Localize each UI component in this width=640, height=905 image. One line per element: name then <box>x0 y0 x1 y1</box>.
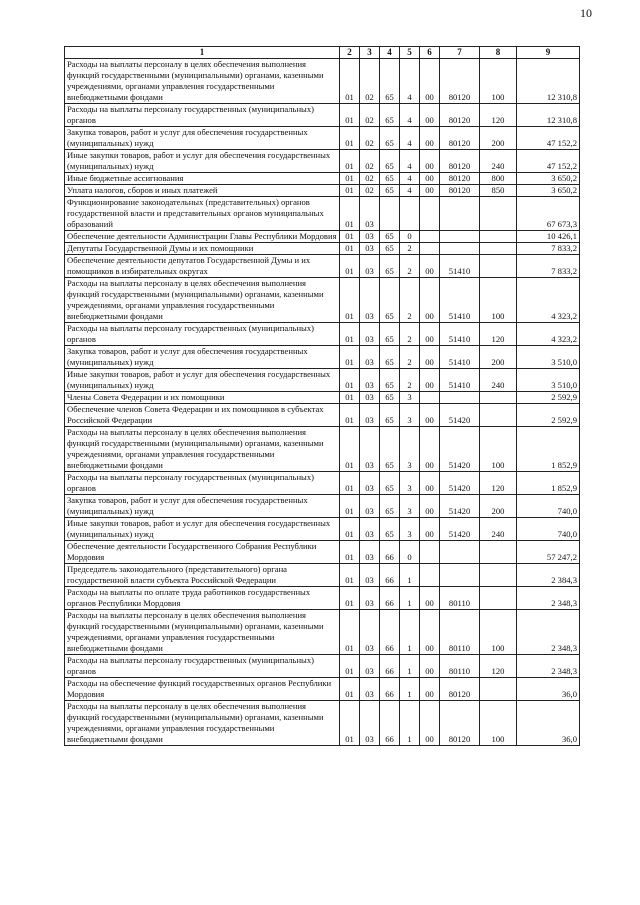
subsection-code: 03 <box>360 655 380 678</box>
subsection-code: 03 <box>360 564 380 587</box>
program-code: 66 <box>380 564 400 587</box>
subsection-code: 03 <box>360 678 380 701</box>
target-item-code <box>440 197 480 231</box>
subprogram-code: 4 <box>400 59 420 104</box>
subsection-code: 02 <box>360 173 380 185</box>
table-row <box>65 518 580 541</box>
section-code: 01 <box>340 404 360 427</box>
program-code: 66 <box>380 587 400 610</box>
program-code: 65 <box>380 59 400 104</box>
section-code: 01 <box>340 427 360 472</box>
row-name: Иные бюджетные ассигнования <box>65 173 340 185</box>
subprogram-code: 1 <box>400 655 420 678</box>
target-item-code: 51420 <box>440 518 480 541</box>
section-code: 01 <box>340 323 360 346</box>
direction-code: 00 <box>420 127 440 150</box>
expense-type-code: 120 <box>480 104 517 127</box>
expense-type-code: 800 <box>480 173 517 185</box>
direction-code <box>420 392 440 404</box>
row-name: Закупка товаров, работ и услуг для обеспечения государственных (муниципальных) нужд <box>65 495 340 518</box>
table-row <box>65 495 580 518</box>
section-code: 01 <box>340 587 360 610</box>
expense-type-code <box>480 404 517 427</box>
col-header: 5 <box>400 47 420 59</box>
direction-code: 00 <box>420 610 440 655</box>
expense-type-code: 100 <box>480 427 517 472</box>
program-code: 65 <box>380 243 400 255</box>
target-item-code <box>440 541 480 564</box>
program-code: 65 <box>380 346 400 369</box>
subprogram-code: 2 <box>400 369 420 392</box>
amount: 3 650,2 <box>517 173 580 185</box>
table-row <box>65 655 580 678</box>
target-item-code <box>440 243 480 255</box>
subprogram-code: 1 <box>400 564 420 587</box>
amount: 3 510,0 <box>517 369 580 392</box>
subsection-code: 02 <box>360 185 380 197</box>
expense-type-code: 120 <box>480 655 517 678</box>
subsection-code: 02 <box>360 59 380 104</box>
col-header: 9 <box>517 47 580 59</box>
subprogram-code <box>400 197 420 231</box>
program-code: 66 <box>380 541 400 564</box>
program-code: 65 <box>380 369 400 392</box>
section-code: 01 <box>340 655 360 678</box>
direction-code <box>420 231 440 243</box>
amount: 2 592,9 <box>517 404 580 427</box>
target-item-code: 80120 <box>440 59 480 104</box>
amount: 57 247,2 <box>517 541 580 564</box>
amount: 740,0 <box>517 495 580 518</box>
expense-type-code: 120 <box>480 472 517 495</box>
target-item-code: 51410 <box>440 323 480 346</box>
section-code: 01 <box>340 541 360 564</box>
direction-code: 00 <box>420 587 440 610</box>
expense-type-code <box>480 564 517 587</box>
section-code: 01 <box>340 346 360 369</box>
expense-type-code: 100 <box>480 701 517 746</box>
program-code <box>380 197 400 231</box>
direction-code: 00 <box>420 472 440 495</box>
expense-type-code: 240 <box>480 369 517 392</box>
row-name: Расходы на выплаты персоналу в целях обеспечения выполнения функций государственными (муниципальными) органами, казенными учреждениями, органами управления государственными внебюджетными фондами <box>65 610 340 655</box>
row-name: Функционирование законодательных (представительных) органов государственной власти и представительных органов муниципальных образований <box>65 197 340 231</box>
target-item-code: 80120 <box>440 701 480 746</box>
row-name: Расходы на выплаты персоналу государственных (муниципальных) органов <box>65 323 340 346</box>
program-code: 65 <box>380 185 400 197</box>
subsection-code: 03 <box>360 323 380 346</box>
direction-code <box>420 564 440 587</box>
subsection-code: 02 <box>360 127 380 150</box>
program-code: 65 <box>380 255 400 278</box>
section-code: 01 <box>340 104 360 127</box>
program-code: 65 <box>380 231 400 243</box>
subprogram-code: 3 <box>400 518 420 541</box>
row-name: Закупка товаров, работ и услуг для обеспечения государственных (муниципальных) нужд <box>65 346 340 369</box>
subsection-code: 03 <box>360 541 380 564</box>
subprogram-code: 2 <box>400 323 420 346</box>
direction-code: 00 <box>420 323 440 346</box>
subsection-code: 03 <box>360 404 380 427</box>
section-code: 01 <box>340 518 360 541</box>
subsection-code: 03 <box>360 610 380 655</box>
table-row <box>65 701 580 746</box>
row-name: Расходы на выплаты персоналу в целях обеспечения выполнения функций государственными (муниципальными) органами, казенными учреждениями, органами управления государственными внебюджетными фондами <box>65 278 340 323</box>
direction-code: 00 <box>420 59 440 104</box>
table-row <box>65 231 580 243</box>
direction-code: 00 <box>420 369 440 392</box>
col-header: 2 <box>340 47 360 59</box>
expense-type-code: 100 <box>480 610 517 655</box>
section-code: 01 <box>340 197 360 231</box>
subsection-code: 03 <box>360 518 380 541</box>
expense-type-code: 120 <box>480 323 517 346</box>
section-code: 01 <box>340 495 360 518</box>
program-code: 65 <box>380 278 400 323</box>
table-row <box>65 104 580 127</box>
section-code: 01 <box>340 231 360 243</box>
col-header: 7 <box>440 47 480 59</box>
subsection-code: 03 <box>360 255 380 278</box>
amount: 1 852,9 <box>517 427 580 472</box>
program-code: 65 <box>380 323 400 346</box>
subprogram-code: 4 <box>400 173 420 185</box>
target-item-code: 80110 <box>440 587 480 610</box>
subprogram-code: 4 <box>400 150 420 173</box>
target-item-code: 80120 <box>440 185 480 197</box>
subsection-code: 03 <box>360 369 380 392</box>
program-code: 65 <box>380 127 400 150</box>
row-name: Расходы на обеспечение функций государственных органов Республики Мордовия <box>65 678 340 701</box>
direction-code <box>420 197 440 231</box>
table-row <box>65 127 580 150</box>
target-item-code: 51420 <box>440 472 480 495</box>
page-number: 10 <box>580 6 592 20</box>
program-code: 65 <box>380 104 400 127</box>
subsection-code: 02 <box>360 150 380 173</box>
row-name: Обеспечение членов Совета Федерации и их помощников в субъектах Российской Федерации <box>65 404 340 427</box>
row-name: Уплата налогов, сборов и иных платежей <box>65 185 340 197</box>
subprogram-code: 1 <box>400 587 420 610</box>
row-name: Расходы на выплаты персоналу в целях обеспечения выполнения функций государственными (муниципальными) органами, казенными учреждениями, органами управления государственными внебюджетными фондами <box>65 701 340 746</box>
subsection-code: 03 <box>360 587 380 610</box>
table-row <box>65 323 580 346</box>
amount: 47 152,2 <box>517 127 580 150</box>
table-row <box>65 472 580 495</box>
amount: 3 510,0 <box>517 346 580 369</box>
target-item-code: 51410 <box>440 278 480 323</box>
program-code: 65 <box>380 472 400 495</box>
table-row <box>65 587 580 610</box>
subprogram-code: 3 <box>400 495 420 518</box>
direction-code: 00 <box>420 104 440 127</box>
row-name: Расходы на выплаты персоналу государственных (муниципальных) органов <box>65 655 340 678</box>
section-code: 01 <box>340 127 360 150</box>
subprogram-code: 4 <box>400 104 420 127</box>
subsection-code: 03 <box>360 427 380 472</box>
row-name: Расходы на выплаты по оплате труда работников государственных органов Республики Мордовия <box>65 587 340 610</box>
subprogram-code: 4 <box>400 127 420 150</box>
table-row <box>65 564 580 587</box>
section-code: 01 <box>340 243 360 255</box>
expense-type-code <box>480 231 517 243</box>
subprogram-code: 1 <box>400 678 420 701</box>
row-name: Закупка товаров, работ и услуг для обеспечения государственных (муниципальных) нужд <box>65 127 340 150</box>
program-code: 66 <box>380 701 400 746</box>
expense-type-code: 100 <box>480 278 517 323</box>
col-header: 3 <box>360 47 380 59</box>
program-code: 66 <box>380 610 400 655</box>
expense-type-code: 200 <box>480 495 517 518</box>
subprogram-code: 3 <box>400 392 420 404</box>
col-header: 8 <box>480 47 517 59</box>
row-name: Иные закупки товаров, работ и услуг для обеспечения государственных (муниципальных) нужд <box>65 518 340 541</box>
target-item-code: 51420 <box>440 404 480 427</box>
amount: 7 833,2 <box>517 255 580 278</box>
amount: 2 348,3 <box>517 610 580 655</box>
expense-type-code: 100 <box>480 59 517 104</box>
direction-code <box>420 243 440 255</box>
table-row <box>65 197 580 231</box>
expense-type-code <box>480 243 517 255</box>
target-item-code: 80110 <box>440 655 480 678</box>
row-name: Обеспечение деятельности Администрации Главы Республики Мордовия <box>65 231 340 243</box>
section-code: 01 <box>340 678 360 701</box>
table-row <box>65 185 580 197</box>
row-name: Депутаты Государственной Думы и их помощники <box>65 243 340 255</box>
program-code: 65 <box>380 518 400 541</box>
direction-code: 00 <box>420 173 440 185</box>
expense-type-code <box>480 541 517 564</box>
row-name: Обеспечение деятельности депутатов Государственной Думы и их помощников в избирательных округах <box>65 255 340 278</box>
subprogram-code: 2 <box>400 243 420 255</box>
target-item-code: 51410 <box>440 369 480 392</box>
subsection-code: 03 <box>360 701 380 746</box>
subsection-code: 03 <box>360 197 380 231</box>
target-item-code: 80110 <box>440 610 480 655</box>
section-code: 01 <box>340 255 360 278</box>
direction-code: 00 <box>420 255 440 278</box>
table-row <box>65 150 580 173</box>
subprogram-code: 1 <box>400 610 420 655</box>
direction-code: 00 <box>420 701 440 746</box>
section-code: 01 <box>340 701 360 746</box>
direction-code: 00 <box>420 427 440 472</box>
direction-code: 00 <box>420 278 440 323</box>
amount: 2 348,3 <box>517 587 580 610</box>
direction-code: 00 <box>420 678 440 701</box>
table-row <box>65 255 580 278</box>
expense-type-code <box>480 392 517 404</box>
amount: 4 323,2 <box>517 278 580 323</box>
row-name: Председатель законодательного (представительного) органа государственной власти субъекта Российской Федерации <box>65 564 340 587</box>
subprogram-code: 2 <box>400 278 420 323</box>
direction-code: 00 <box>420 518 440 541</box>
section-code: 01 <box>340 278 360 323</box>
subprogram-code: 4 <box>400 185 420 197</box>
subsection-code: 03 <box>360 231 380 243</box>
row-name: Иные закупки товаров, работ и услуг для обеспечения государственных (муниципальных) нужд <box>65 150 340 173</box>
amount: 47 152,2 <box>517 150 580 173</box>
subsection-code: 03 <box>360 472 380 495</box>
direction-code: 00 <box>420 655 440 678</box>
col-header: 6 <box>420 47 440 59</box>
target-item-code: 80120 <box>440 150 480 173</box>
subprogram-code: 2 <box>400 346 420 369</box>
expense-type-code <box>480 255 517 278</box>
subprogram-code: 2 <box>400 255 420 278</box>
table-row <box>65 427 580 472</box>
table-row <box>65 243 580 255</box>
amount: 7 833,2 <box>517 243 580 255</box>
section-code: 01 <box>340 185 360 197</box>
table-row <box>65 346 580 369</box>
subprogram-code: 3 <box>400 472 420 495</box>
table-row <box>65 678 580 701</box>
section-code: 01 <box>340 150 360 173</box>
program-code: 65 <box>380 150 400 173</box>
row-name: Расходы на выплаты персоналу в целях обеспечения выполнения функций государственными (муниципальными) органами, казенными учреждениями, органами управления государственными внебюджетными фондами <box>65 59 340 104</box>
amount: 12 310,8 <box>517 59 580 104</box>
amount: 67 673,3 <box>517 197 580 231</box>
subprogram-code: 3 <box>400 404 420 427</box>
subprogram-code: 0 <box>400 541 420 564</box>
col-header: 4 <box>380 47 400 59</box>
amount: 3 650,2 <box>517 185 580 197</box>
subprogram-code: 3 <box>400 427 420 472</box>
program-code: 65 <box>380 392 400 404</box>
row-name: Иные закупки товаров, работ и услуг для обеспечения государственных (муниципальных) нужд <box>65 369 340 392</box>
table-row <box>65 369 580 392</box>
budget-table <box>64 46 580 746</box>
table-row <box>65 404 580 427</box>
subprogram-code: 1 <box>400 701 420 746</box>
program-code: 66 <box>380 678 400 701</box>
subprogram-code: 0 <box>400 231 420 243</box>
col-header: 1 <box>65 47 340 59</box>
target-item-code: 80120 <box>440 127 480 150</box>
expense-type-code: 200 <box>480 127 517 150</box>
amount: 12 310,8 <box>517 104 580 127</box>
target-item-code: 51420 <box>440 427 480 472</box>
table-row <box>65 59 580 104</box>
table-row <box>65 392 580 404</box>
subsection-code: 02 <box>360 104 380 127</box>
program-code: 65 <box>380 173 400 185</box>
expense-type-code <box>480 678 517 701</box>
subsection-code: 03 <box>360 495 380 518</box>
amount: 2 348,3 <box>517 655 580 678</box>
amount: 4 323,2 <box>517 323 580 346</box>
target-item-code: 51410 <box>440 255 480 278</box>
subsection-code: 03 <box>360 243 380 255</box>
program-code: 65 <box>380 404 400 427</box>
target-item-code <box>440 231 480 243</box>
section-code: 01 <box>340 472 360 495</box>
table-row <box>65 541 580 564</box>
expense-type-code <box>480 197 517 231</box>
expense-type-code: 850 <box>480 185 517 197</box>
direction-code: 00 <box>420 404 440 427</box>
target-item-code: 51410 <box>440 346 480 369</box>
expense-type-code: 240 <box>480 518 517 541</box>
amount: 2 592,9 <box>517 392 580 404</box>
direction-code: 00 <box>420 346 440 369</box>
target-item-code: 51420 <box>440 495 480 518</box>
program-code: 65 <box>380 427 400 472</box>
table-row <box>65 173 580 185</box>
table-row <box>65 278 580 323</box>
program-code: 66 <box>380 655 400 678</box>
amount: 36,0 <box>517 701 580 746</box>
section-code: 01 <box>340 610 360 655</box>
subsection-code: 03 <box>360 346 380 369</box>
section-code: 01 <box>340 369 360 392</box>
section-code: 01 <box>340 173 360 185</box>
subsection-code: 03 <box>360 278 380 323</box>
expense-type-code <box>480 587 517 610</box>
target-item-code: 80120 <box>440 104 480 127</box>
target-item-code: 80120 <box>440 678 480 701</box>
amount: 10 426,1 <box>517 231 580 243</box>
direction-code: 00 <box>420 185 440 197</box>
table-row <box>65 610 580 655</box>
target-item-code <box>440 392 480 404</box>
row-name: Члены Совета Федерации и их помощники <box>65 392 340 404</box>
direction-code <box>420 541 440 564</box>
row-name: Обеспечение деятельности Государственного Собрания Республики Мордовия <box>65 541 340 564</box>
section-code: 01 <box>340 59 360 104</box>
header-row <box>65 47 580 59</box>
target-item-code <box>440 564 480 587</box>
section-code: 01 <box>340 564 360 587</box>
amount: 1 852,9 <box>517 472 580 495</box>
row-name: Расходы на выплаты персоналу государственных (муниципальных) органов <box>65 104 340 127</box>
row-name: Расходы на выплаты персоналу в целях обеспечения выполнения функций государственными (муниципальными) органами, казенными учреждениями, органами управления государственными внебюджетными фондами <box>65 427 340 472</box>
subsection-code: 03 <box>360 392 380 404</box>
section-code: 01 <box>340 392 360 404</box>
amount: 740,0 <box>517 518 580 541</box>
program-code: 65 <box>380 495 400 518</box>
expense-type-code: 200 <box>480 346 517 369</box>
direction-code: 00 <box>420 150 440 173</box>
amount: 36,0 <box>517 678 580 701</box>
amount: 2 384,3 <box>517 564 580 587</box>
row-name: Расходы на выплаты персоналу государственных (муниципальных) органов <box>65 472 340 495</box>
target-item-code: 80120 <box>440 173 480 185</box>
expense-type-code: 240 <box>480 150 517 173</box>
direction-code: 00 <box>420 495 440 518</box>
